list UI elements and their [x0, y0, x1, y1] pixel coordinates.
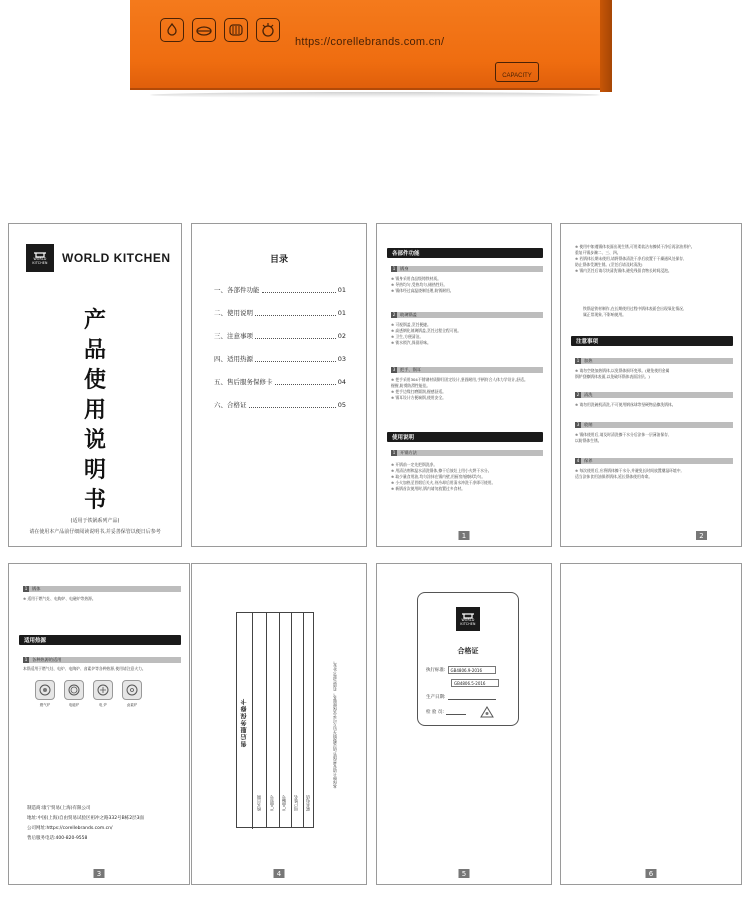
section-header: 使用说明 — [387, 432, 543, 442]
heat-source-item: 卤素炉 — [122, 680, 142, 708]
certificate-title: 合格证 — [457, 647, 479, 655]
body-text: ※ 每次使用后,应将锅体擦干水分,并避免长时间放置潮湿环境中, 适当涂抹食用油保养锅体,延长锅体使用寿命。 — [575, 468, 682, 479]
body-text: ※ 锅身采用食品级铸铁材质。 ※ 导热均匀,受热均匀,储热性好。 ※ 锅体经过高温烧制处理,防锈耐用。 — [391, 276, 454, 293]
subsection-header: 2 清洗 — [575, 392, 733, 398]
table-of-contents-page — [191, 223, 367, 547]
box-side-panel — [600, 0, 612, 92]
cover-logo — [26, 244, 171, 272]
cover-title-char: 明 — [83, 458, 106, 483]
warranty-card-page — [191, 563, 367, 885]
body-text: ※ 适用于燃气灶、电陶炉、电磁炉等热源。 — [23, 596, 96, 601]
induction-cooker-icon — [64, 680, 84, 700]
cover-notice: 请在使用本产品前仔细阅读说明书,并妥善保管以便日后参考 — [29, 529, 161, 535]
subsection-header: 1 开锅方法 — [391, 450, 543, 456]
body-text: ※ 请勿空烧加热锅体,以免锅体损坏变形。(避免使用金属 锅铲刮擦锅体表面,以免破坏锅体表面涂层。) — [575, 368, 670, 379]
body-text: ※ 可视锅盖,烹饪便捷。 ※ 高透钢化玻璃锅盖,烹饪过程全程可视。 ※ 卫生,方便清洁。 ※ 锁水锁汽,保留原味。 — [391, 322, 462, 345]
burner-icon — [256, 18, 280, 42]
warranty-table — [236, 612, 314, 828]
body-text: ※ 锅体使用后,请及时清洗擦干水分后涂抹一层薄油保存, 以防锅体生锈。 — [575, 432, 670, 443]
section-header: 注意事项 — [571, 336, 733, 346]
subsection-header: 1 各种热源的适用 — [23, 657, 181, 663]
toc-item: 五、售后服务保修卡 04 — [214, 378, 346, 387]
page-number: 3 — [94, 869, 105, 878]
inspector-row: 检 验 员: — [426, 709, 466, 715]
warranty-title-cell — [237, 613, 253, 829]
manual-page-2 — [560, 223, 742, 547]
page-number: 5 — [459, 869, 470, 878]
cover-title-char: 产 — [83, 308, 106, 333]
brand-name: WORLD KITCHEN — [62, 251, 171, 265]
manual-page-3 — [8, 563, 190, 885]
subsection-header: 1 加热 — [575, 358, 733, 364]
box-shadow — [150, 92, 600, 98]
subsection-header: 3 收纳 — [575, 422, 733, 428]
manual-page-1 — [376, 223, 552, 547]
warranty-field-label: 用户姓名 — [293, 795, 298, 811]
gas-stove-icon — [160, 18, 184, 42]
pan-icon — [192, 18, 216, 42]
warranty-field-label: 联系电话 — [305, 795, 310, 811]
company-info: 制造商:康宁贸易(上海)有限公司 地址:中国(上海)自由贸易试验区祖冲之路332号B栋2层3面 公司网址:https://corellebrands.com.cn/ 售后服务电话:400-820-9558 — [27, 806, 144, 841]
manual-cover-page — [8, 223, 182, 547]
box-url-text: https://corellebrands.com.cn/ — [295, 36, 445, 48]
box-capacity-label: CAPACITY — [495, 62, 539, 82]
exec-standard-row: GB4806.5-2016 — [449, 679, 499, 687]
warranty-field-label: 购买日期 — [256, 795, 261, 811]
toc-item: 三、注意事项 02 — [214, 332, 346, 341]
page-number: 4 — [274, 869, 285, 878]
quality-certificate — [417, 592, 519, 726]
certificate-page — [376, 563, 552, 885]
cover-subtitle: (适用于铁锅系列产品) — [70, 518, 120, 524]
world-kitchen-logo-icon: WORLD KITCHEN — [26, 244, 54, 272]
heat-source-item: 燃气炉 — [35, 680, 55, 708]
body-text: ※ 开锅前一定先把锅洗净。 ※ 用清洁剂和温水清洗锅体,擦干后放灶上用小火烘干水分。 ※ 取少量食用油,均匀涂抹在锅内壁,用厨房纸擦拭均匀。 ※ 小火加热至冒烟后关火,待冷却后用清水冲洗干净即可使用。 ※ 新锅首次使用时,锅内请勿放置过多食材。 — [391, 462, 496, 491]
cover-title-char: 使 — [83, 368, 106, 393]
cover-title-char: 品 — [83, 338, 106, 363]
product-box-photo — [0, 0, 750, 195]
heat-source-icons — [35, 680, 142, 708]
toc-item: 六、合格证 05 — [214, 401, 346, 410]
body-text: 铁锅是铁材制作,在长期使用过程中锅体表面会出现氧化情况, 属正常现象,不影响使用。 — [583, 306, 685, 317]
subsection-header: 4 保养 — [575, 458, 733, 464]
toc-title: 目录 — [269, 255, 288, 265]
warranty-field-label: 产品编号 — [281, 795, 286, 811]
body-text: 本锅适用于燃气灶、电炉、电陶炉、卤素炉等各种热源,使用请注意火力。 — [23, 666, 146, 671]
cover-title-char: 说 — [83, 428, 106, 453]
halogen-stove-icon — [122, 680, 142, 700]
exec-standard-row: 执行标准: GB4806.9-2016 — [426, 666, 496, 674]
toc-item: 一、各部件功能 01 — [214, 286, 346, 295]
page-number: 2 — [696, 531, 707, 540]
manual-page-6-blank — [560, 563, 742, 885]
cover-title-char: 书 — [83, 488, 106, 513]
body-text: ※ 使用中如遇锅体表面出现生锈,可用柔软洁布擦拭干净后再涂油养护。 重复开锅步骤二、三、四。 ※ 若锅体长期未使用,请将锅体清洗干净后放置于干燥通风处保存, 防止锅体受潮生锈。(烹饪后请及时清洗) ※ 锅内烹饪后请尽快清洗锅体,避免残留食物长时间浸泡。 — [575, 244, 695, 273]
subsection-header: 1 锅体 — [23, 586, 181, 592]
section-header: 各部件功能 — [387, 248, 543, 258]
page-number: 6 — [646, 869, 657, 878]
subsection-header: 1 锅身 — [391, 266, 543, 272]
toc-item: 四、适用热源 03 — [214, 355, 346, 364]
cover-title-char: 用 — [83, 398, 106, 423]
heat-source-item: 电 炉 — [93, 680, 113, 708]
section-header: 适用热源 — [19, 635, 181, 645]
induction-coil-icon — [224, 18, 248, 42]
certificate-logo — [456, 607, 480, 631]
subsection-header: 2 玻璃锅盖 — [391, 312, 543, 318]
body-text: ※ 把手采用304不锈钢材质铆钉固定设计,坚固耐用,手柄符合人体力学设计,舒适。 握握,防烫防滑性能佳。 ※ 把手边缘打磨圆润,握感舒适。 ※ 锅耳设计方便端锅,使用安全。 — [391, 377, 528, 400]
warranty-note: 本保修卡请妥善保管,请完整填写后方可享受保修服务。若遗失恕不补发。 — [332, 659, 337, 789]
inspection-stamp-icon — [480, 703, 494, 722]
subsection-header: 3 把手、锅耳 — [391, 367, 543, 373]
cover-title — [9, 306, 181, 516]
toc-item: 二、使用说明 01 — [214, 309, 346, 318]
page-number: 1 — [459, 531, 470, 540]
warranty-title: 售后服务保修卡 — [241, 698, 248, 747]
electric-stove-icon — [93, 680, 113, 700]
toc-list — [214, 279, 346, 417]
warranty-field-label: 产品型号 — [269, 795, 274, 811]
heat-source-item: 电磁炉 — [64, 680, 84, 708]
box-heat-source-icons — [160, 18, 280, 42]
body-text: ※ 请勿用洗碗机清洗,不可使用钢丝球等坚硬物品擦洗锅体。 — [575, 402, 676, 407]
production-date-row: 生产日期: — [426, 694, 496, 700]
gas-stove-icon — [35, 680, 55, 700]
world-kitchen-logo-icon: WORLD KITCHEN — [456, 607, 480, 631]
